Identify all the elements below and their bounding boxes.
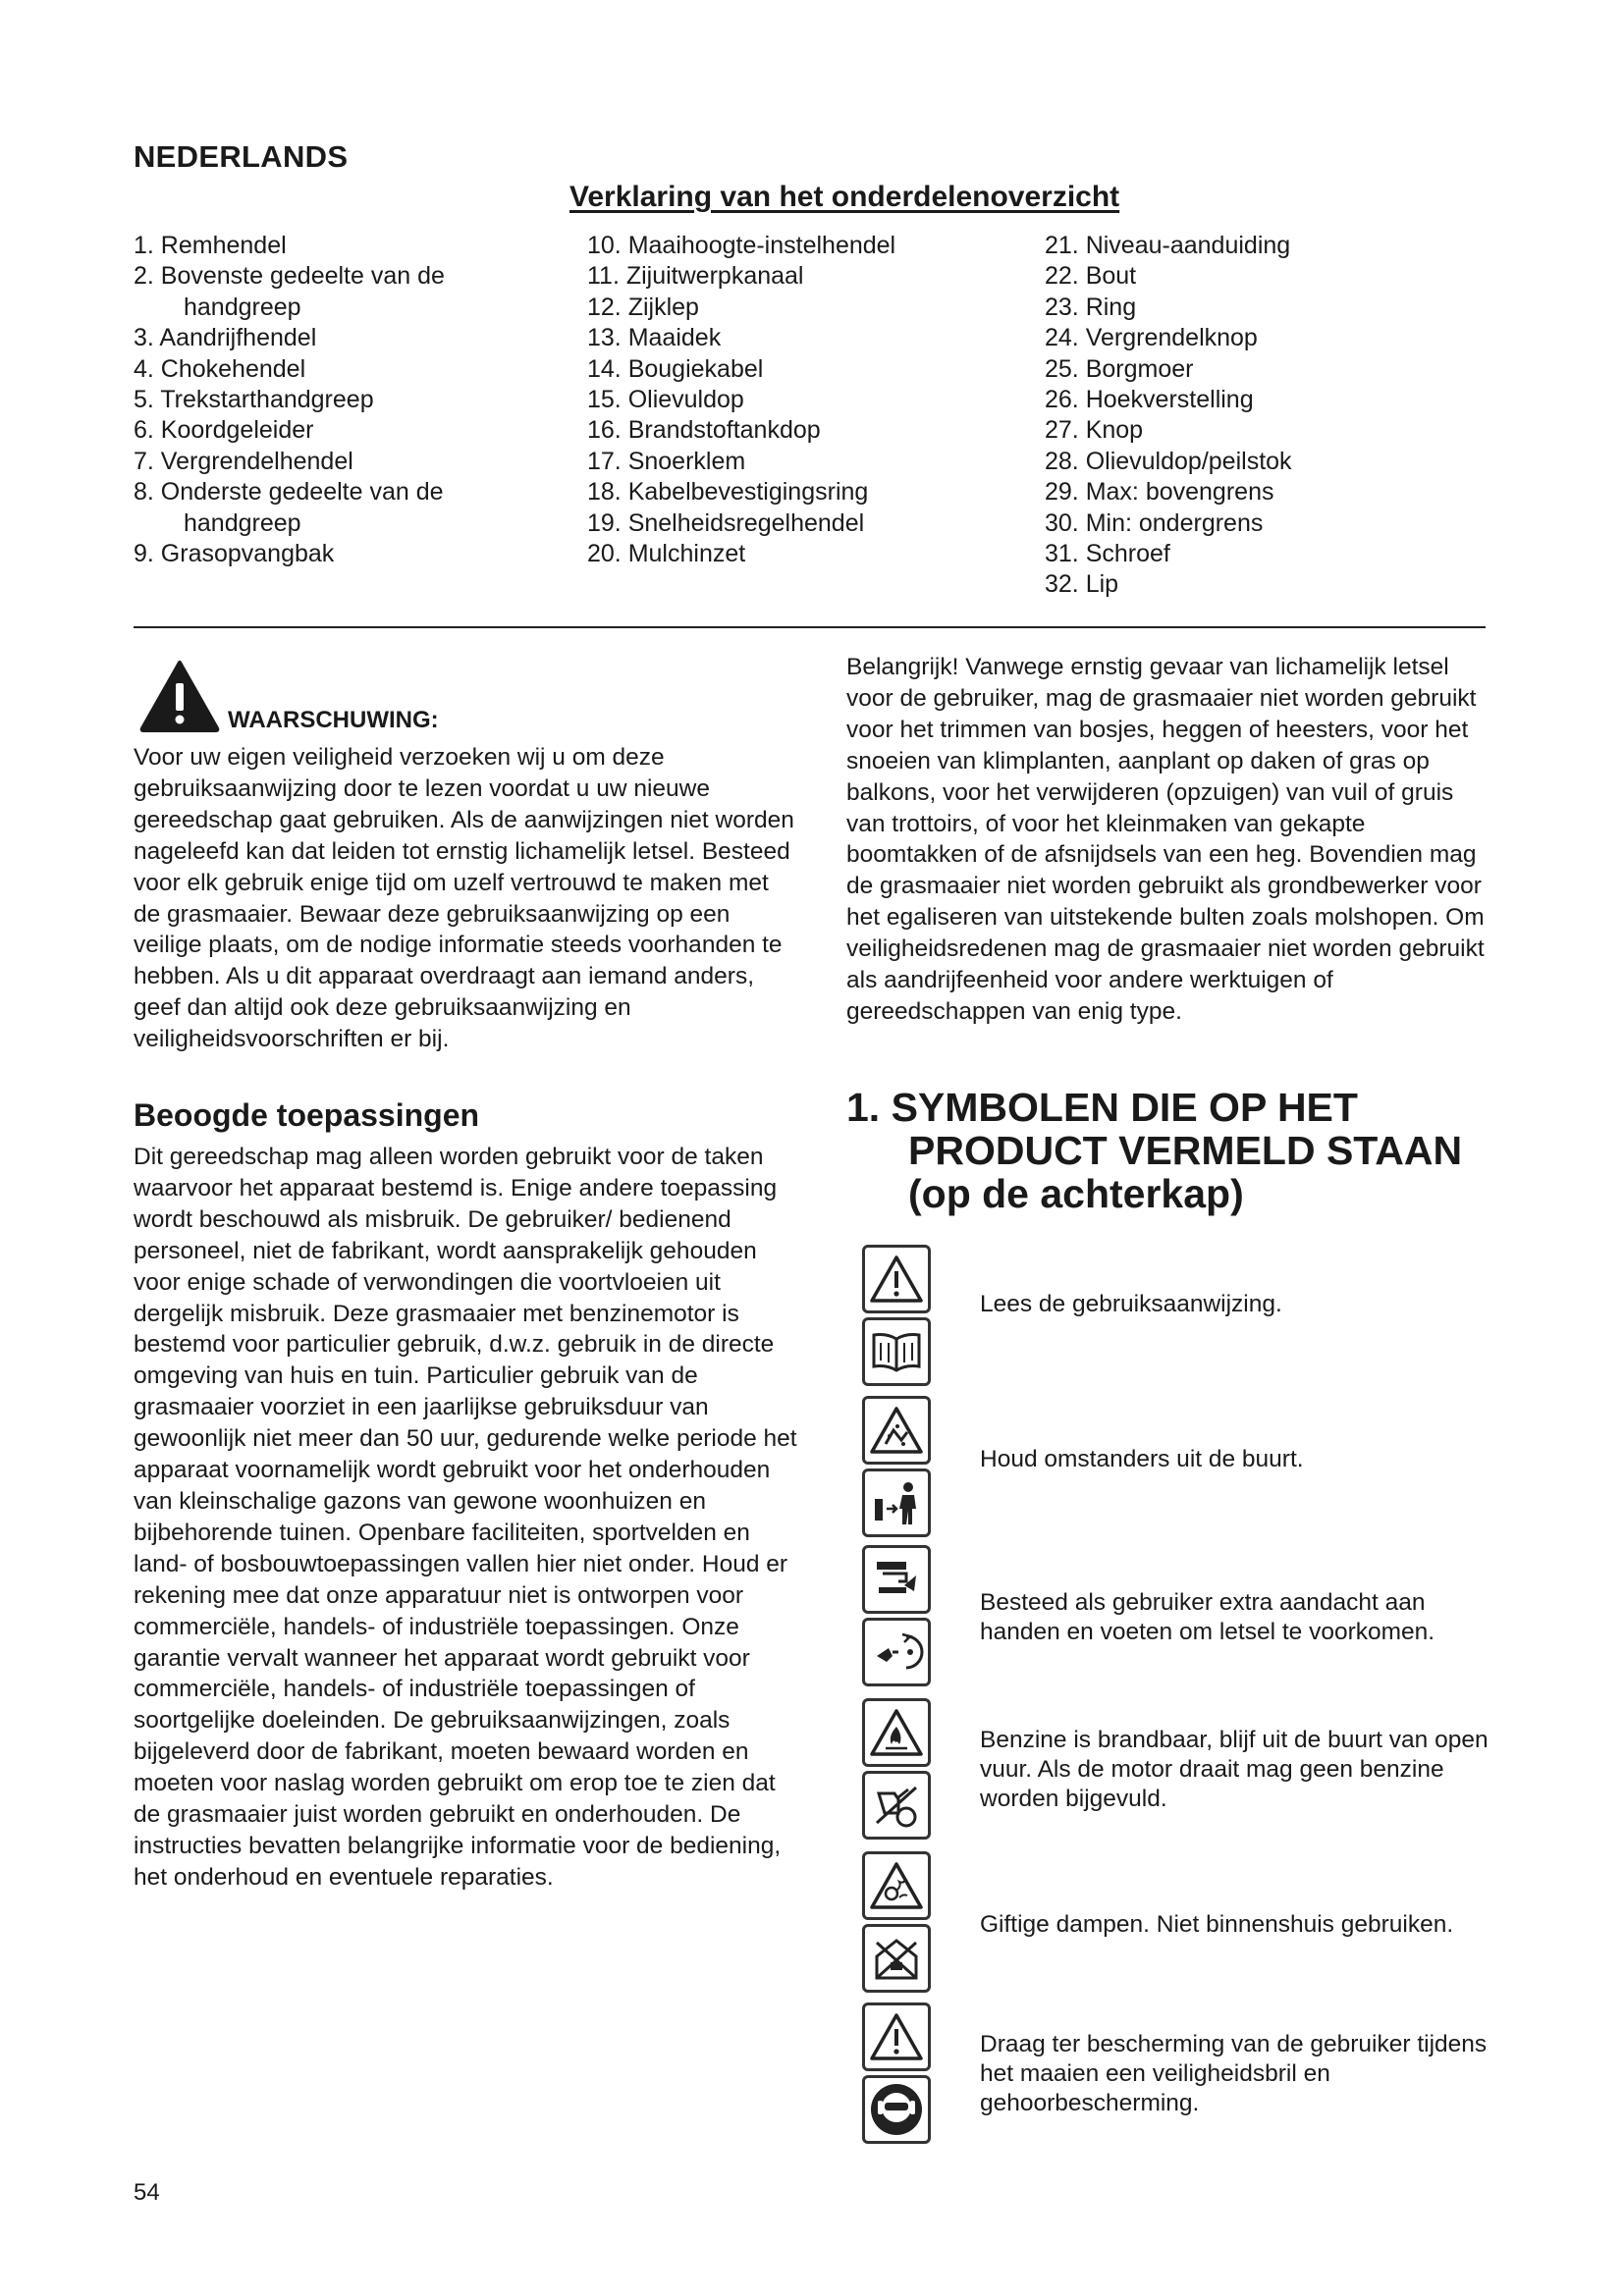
symbol-description: Giftige dampen. Niet binnenshuis gebruiken. — [980, 1911, 1454, 1938]
language-heading: NEDERLANDS — [134, 139, 349, 174]
list-item: 21. Niveau-aanduiding — [1045, 232, 1291, 259]
list-item: 13. Maaidek — [587, 324, 722, 352]
symbols-section-title: 1. SYMBOLEN DIE OP HET PRODUCT VERMELD STAAN (op de achterkap) — [846, 1085, 1463, 1216]
list-item: 20. Mulchinzet — [587, 540, 746, 568]
parts-column-2 — [587, 231, 895, 569]
list-item: 14. Bougiekabel — [587, 354, 764, 383]
list-item: 27. Knop — [1045, 416, 1144, 445]
fire-hazard-icon — [862, 1698, 931, 1767]
list-item: 7. Vergrendelhendel — [134, 447, 353, 475]
list-item: 31. Schroef — [1045, 540, 1170, 568]
warning-header — [134, 660, 821, 738]
list-item: 9. Grasopvangbak — [134, 540, 335, 568]
list-item: 28. Olievuldop/peilstok — [1045, 447, 1292, 475]
symbol-description: Besteed als gebruiker extra aandacht aan handen en voeten om letsel te voorkomen. — [980, 1589, 1435, 1645]
list-item: 8. Onderste gedeelte van de handgreep — [134, 478, 444, 537]
parts-column-1 — [134, 231, 445, 569]
important-notice: Belangrijk! Vanwege ernstig gevaar van lichamelijk letsel voor de gebruiker, mag de grasmaaier niet worden gebruikt voor het trimmen van bosjes, heggen of heesters, voor het snoeien van klimplanten, aanplant op daken of gras op balkons, voor het verwijderen (opzuigen) van vuil of gruis van trottoirs, of voor het kleinmaken van gekapte boomtakken of de afsnijdsels van een heg. Bovendien mag de grasmaaier niet worden gebruikt als grondbewerker voor het egaliseren van uitstekende bulten zoals molshopen. Om veiligheidsredenen mag de grasmaaier niet worden gebruikt als aandrijfeenheid voor andere werktuigen of gereedschappen van enig type. — [846, 654, 1485, 1025]
list-item: 1. Remhendel — [134, 232, 287, 259]
list-item: 17. Snoerklem — [587, 447, 746, 475]
parts-list-title: Verklaring van het onderdelenoverzicht — [569, 181, 1120, 213]
list-item: 18. Kabelbevestigingsring — [587, 478, 869, 507]
list-item: 6. Koordgeleider — [134, 416, 314, 445]
bystander-distance-icon — [862, 1468, 931, 1537]
list-item: 5. Trekstarthandgreep — [134, 386, 374, 414]
manual-book-icon — [862, 1317, 931, 1386]
list-item: 25. Borgmoer — [1045, 354, 1194, 383]
no-indoor-use-icon — [862, 1924, 931, 1993]
list-item: 29. Max: bovengrens — [1045, 478, 1274, 507]
list-item: 2. Bovenste gedeelte van de handgreep — [134, 262, 445, 321]
warning-text: Voor uw eigen veiligheid verzoeken wij u om deze gebruiksaanwijzing door te lezen voordat u uw nieuwe gereedschap gaat gebruiken. Als de aanwijzingen niet worden nageleefd kan dat leiden tot ernstig lichamelijk letsel. Besteed voor elk gebruik enige tijd om uzelf vertrouwd te maken met de grasmaaier. Bewaar deze gebruiksaanwijzing op een veilige plaats, om de nodige informatie steeds voorhanden te hebben. Als u dit apparaat overdraagt aan iemand anders, geef dan altijd ook deze gebruiksaanwijzing en veiligheidsvoorschriften er bij. — [134, 744, 794, 1053]
symbol-description: Draag ter bescherming van de gebruiker tijdens het maaien een veiligheidsbril en gehoorbescherming. — [980, 2031, 1488, 2116]
warning-triangle-icon — [862, 2002, 931, 2071]
list-item: 26. Hoekverstelling — [1045, 386, 1254, 414]
list-item: 12. Zijklep — [587, 293, 699, 321]
list-item: 16. Brandstoftankdop — [587, 416, 821, 445]
list-item: 10. Maaihoogte-instelhendel — [587, 232, 896, 259]
thrown-objects-icon — [862, 1396, 931, 1465]
no-refuel-running-icon — [862, 1771, 931, 1840]
list-item: 30. Min: ondergrens — [1045, 508, 1264, 537]
symbol-description: Benzine is brandbaar, blijf uit de buurt van open vuur. Als de motor draait mag geen benzine worden bijgevuld. — [980, 1727, 1489, 1812]
warning-triangle-icon — [862, 1245, 931, 1313]
hand-cut-hazard-icon — [862, 1545, 931, 1614]
symbol-description: Houd omstanders uit de buurt. — [980, 1446, 1304, 1472]
list-item: 4. Chokehendel — [134, 354, 306, 383]
warning-label: WAARSCHUWING: — [228, 707, 439, 733]
intended-use-text: Dit gereedschap mag alleen worden gebruikt voor de taken waarvoor het apparaat bestemd is. Enige andere toepassing wordt beschouwd als misbruik. De gebruiker/ bedienend personeel, niet de fabrikant, wordt aansprakelijk gehouden voor enige schade of verwondingen die voortvloeien uit dergelijk misbruik. Deze grasmaaier met benzinemotor is bestemd voor particulier gebruik, d.w.z. gebruik in de directe omgeving van huis en tuin. Particulier gebruik van de grasmaaier voorziet in een jaarlijkse gebruiksduur van gewoonlijk niet meer dan 50 uur, gedurende welke periode het apparaat voornamelijk wordt gebruikt voor het onderhouden van kleinschalige gazons van gewone woonhuizen en bijbehorende tuinen. Openbare faciliteiten, sportvelden en land- of bosbouwtoepassingen vallen hier niet onder. Houd er rekening mee dat onze apparatuur niet is ontworpen voor commerciële, handels- of industriële toepassingen. Onze garantie vervalt wanneer het apparaat wordt gebruikt voor commerciële, handels- of industriële toepassingen of soortgelijke doeleinden. De gebruiksaanwijzingen, zoals bijgeleverd door de fabrikant, moeten bewaard worden en moeten voor naslag worden gebruikt om erop toe te zien dat de grasmaaier juist worden gebruikt en onderhouden. De instructies bevatten belangrijke informatie voor de bediening, het onderhoud en eventuele reparaties. — [134, 1144, 797, 1891]
list-item: 24. Vergrendelknop — [1045, 324, 1258, 352]
foot-cut-hazard-icon — [862, 1618, 931, 1686]
symbol-description: Lees de gebruiksaanwijzing. — [980, 1291, 1282, 1317]
parts-column-3 — [1045, 231, 1292, 601]
list-item: 23. Ring — [1045, 293, 1137, 321]
list-item: 22. Bout — [1045, 262, 1137, 291]
list-item: 32. Lip — [1045, 570, 1119, 599]
list-item: 11. Zijuitwerpkanaal — [587, 262, 804, 291]
intended-use-title: Beoogde toepassingen — [134, 1097, 480, 1133]
eye-ear-protection-icon — [862, 2075, 931, 2144]
page-number: 54 — [134, 2179, 160, 2206]
list-item: 19. Snelheidsregelhendel — [587, 508, 865, 537]
section-divider — [134, 626, 1486, 628]
warning-triangle-icon — [139, 660, 220, 737]
list-item: 3. Aandrijfhendel — [134, 324, 317, 352]
toxic-fumes-icon — [862, 1851, 931, 1920]
list-item: 15. Olievuldop — [587, 386, 744, 414]
